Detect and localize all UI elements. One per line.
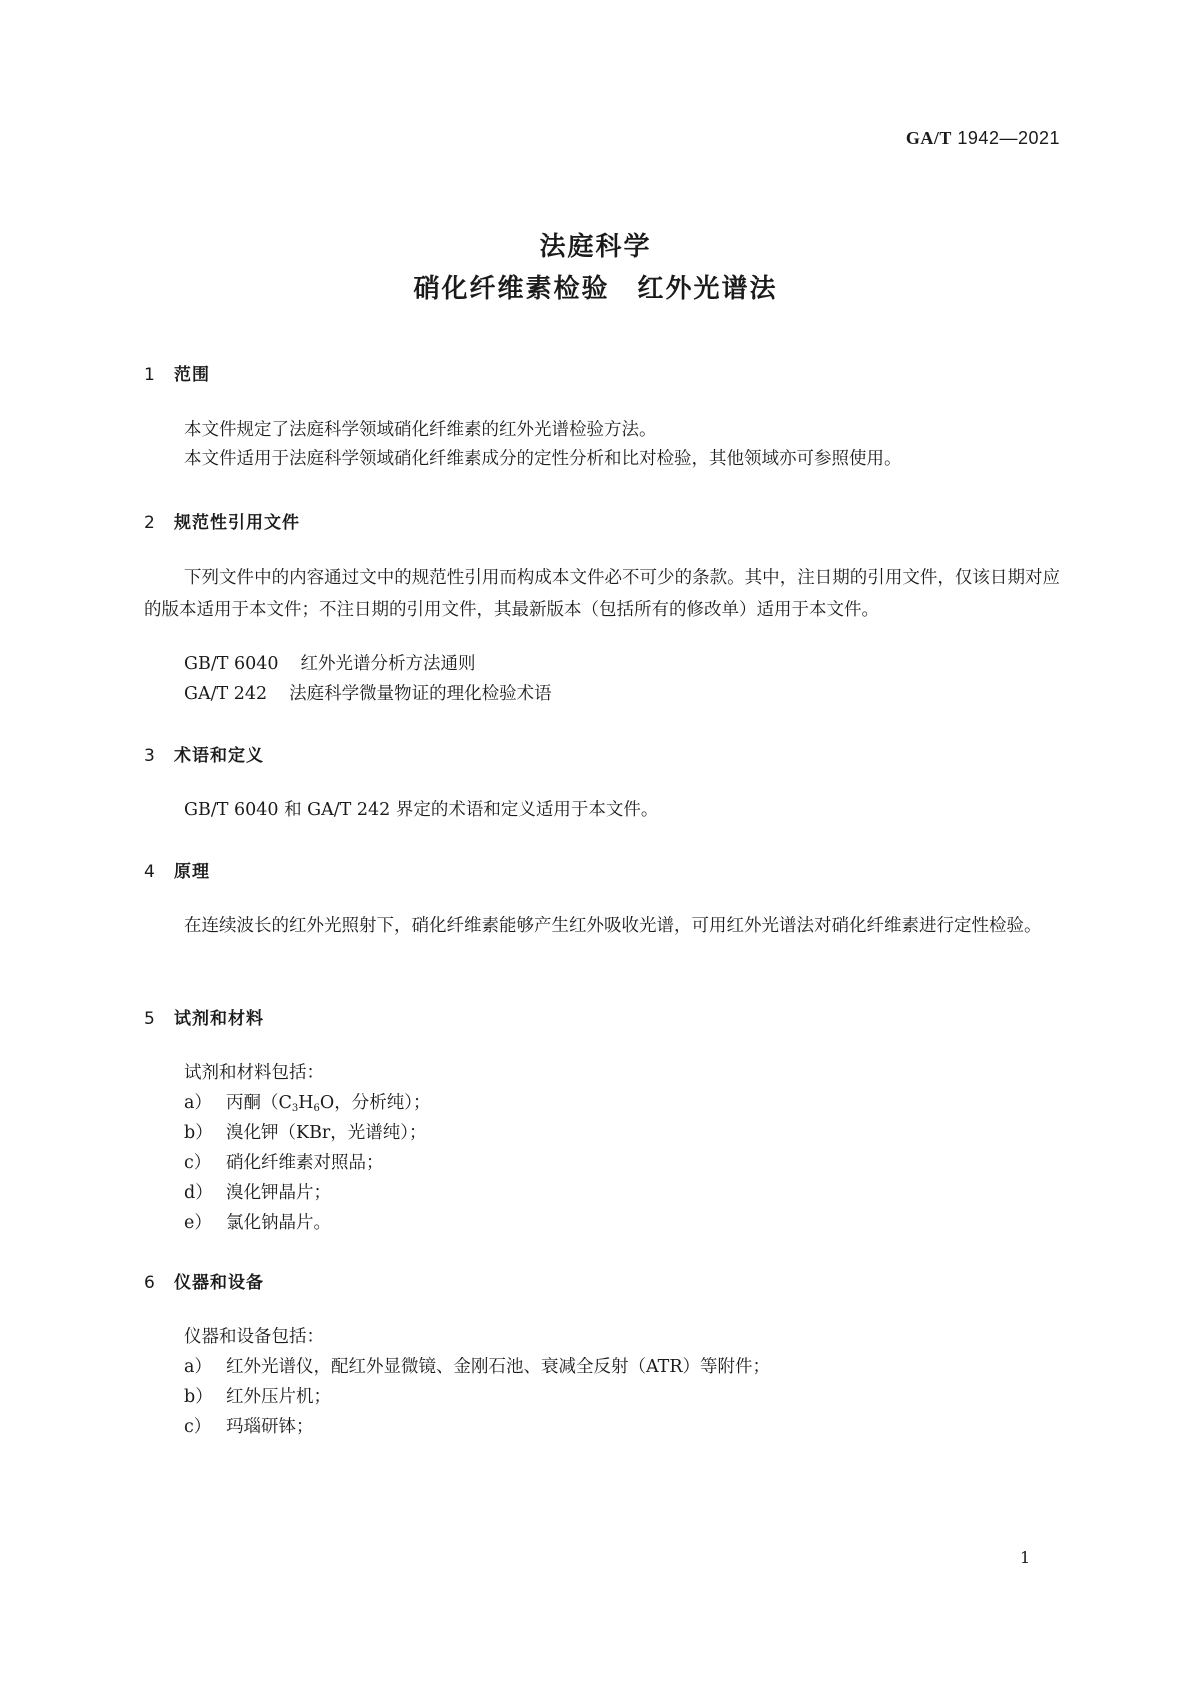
list-text: 丙酮（$C_3H_6O$，分析纯）；: [226, 1093, 431, 1114]
reference-title: 红外光谱分析方法通则: [300, 654, 476, 674]
section-4-heading: [144, 857, 210, 882]
section-4-paragraph-1: 在连续波长的红外光照射下，硝化纤维素能够产生红外吸收光谱，可用红外光谱法对硝化纤维素进行定性检验。: [184, 916, 1042, 936]
standard-prefix: GA/T: [905, 128, 952, 148]
list-marker: a）: [184, 1093, 212, 1113]
page-number: 1: [1020, 1548, 1031, 1567]
reference-code: GA/T 242: [184, 684, 268, 704]
section-number: 4: [144, 862, 156, 882]
standard-code: [820, 128, 1060, 149]
section-title: 仪器和设备: [174, 1273, 264, 1293]
reference-item: [184, 678, 552, 710]
section-1-heading: [144, 360, 210, 385]
list-marker: b）: [184, 1387, 213, 1407]
list-text: 红外压片机；: [226, 1387, 331, 1407]
list-text: 硝化纤维素对照品；: [226, 1153, 384, 1173]
section-title: 试剂和材料: [174, 1009, 264, 1029]
section-2-heading: [144, 508, 300, 533]
list-item: [184, 1207, 331, 1239]
section-number: 1: [144, 365, 156, 385]
list-text: 玛瑙研钵；: [226, 1417, 314, 1437]
section-6-heading: [144, 1268, 264, 1293]
section-title: 术语和定义: [174, 746, 264, 766]
section-1-paragraph-1: 本文件规定了法庭科学领域硝化纤维素的红外光谱检验方法。: [184, 420, 657, 440]
document-title-line1: 法庭科学: [539, 232, 652, 262]
list-marker: d）: [184, 1183, 213, 1203]
section-title: 范围: [174, 365, 210, 385]
list-item: [184, 1351, 770, 1383]
list-text: 红外光谱仪，配红外显微镜、金刚石池、衰减全反射（ATR）等附件；: [226, 1357, 771, 1377]
section-3-heading: [144, 741, 264, 766]
reference-code: GB/T 6040: [184, 654, 279, 674]
section-number: 3: [144, 746, 156, 766]
standard-number: 1942—2021: [957, 128, 1060, 148]
section-5-heading: [144, 1004, 264, 1029]
list-text: 溴化钾晶片；: [226, 1183, 331, 1203]
section-number: 2: [144, 513, 156, 533]
section-number: 5: [144, 1009, 156, 1029]
reference-title: 法庭科学微量物证的理化检验术语: [289, 684, 552, 704]
section-3-paragraph-1: GB/T 6040 和 GA/T 242 界定的术语和定义适用于本文件。: [184, 800, 659, 820]
list-item: [184, 1381, 331, 1413]
reference-item: [184, 648, 476, 680]
list-item: [184, 1177, 331, 1209]
list-marker: b）: [184, 1123, 213, 1143]
list-item: [184, 1411, 314, 1443]
section-title: 规范性引用文件: [174, 513, 300, 533]
document-title-line2: 硝化纤维素检验 红外光谱法: [413, 274, 778, 304]
list-marker: e）: [184, 1213, 212, 1233]
list-item: [184, 1117, 427, 1149]
section-2-paragraph-1: 下列文件中的内容通过文中的规范性引用而构成本文件必不可少的条款。其中，注日期的引用文件，仅该日期对应的版本适用于本文件；不注日期的引用文件，其最新版本（包括所有的修改单）适用于本文件。: [144, 568, 1060, 620]
list-marker: a）: [184, 1357, 212, 1377]
section-5-intro: 试剂和材料包括：: [184, 1063, 324, 1083]
section-1-paragraph-2: 本文件适用于法庭科学领域硝化纤维素成分的定性分析和比对检验，其他领域亦可参照使用。: [184, 449, 902, 469]
section-6-intro: 仪器和设备包括：: [184, 1327, 324, 1347]
list-item: [184, 1147, 384, 1179]
section-number: 6: [144, 1273, 156, 1293]
list-text: 氯化钠晶片。: [226, 1213, 331, 1233]
section-title: 原理: [174, 862, 210, 882]
list-marker: c）: [184, 1153, 212, 1173]
list-marker: c）: [184, 1417, 212, 1437]
list-text: 溴化钾（KBr，光谱纯）；: [226, 1123, 427, 1143]
